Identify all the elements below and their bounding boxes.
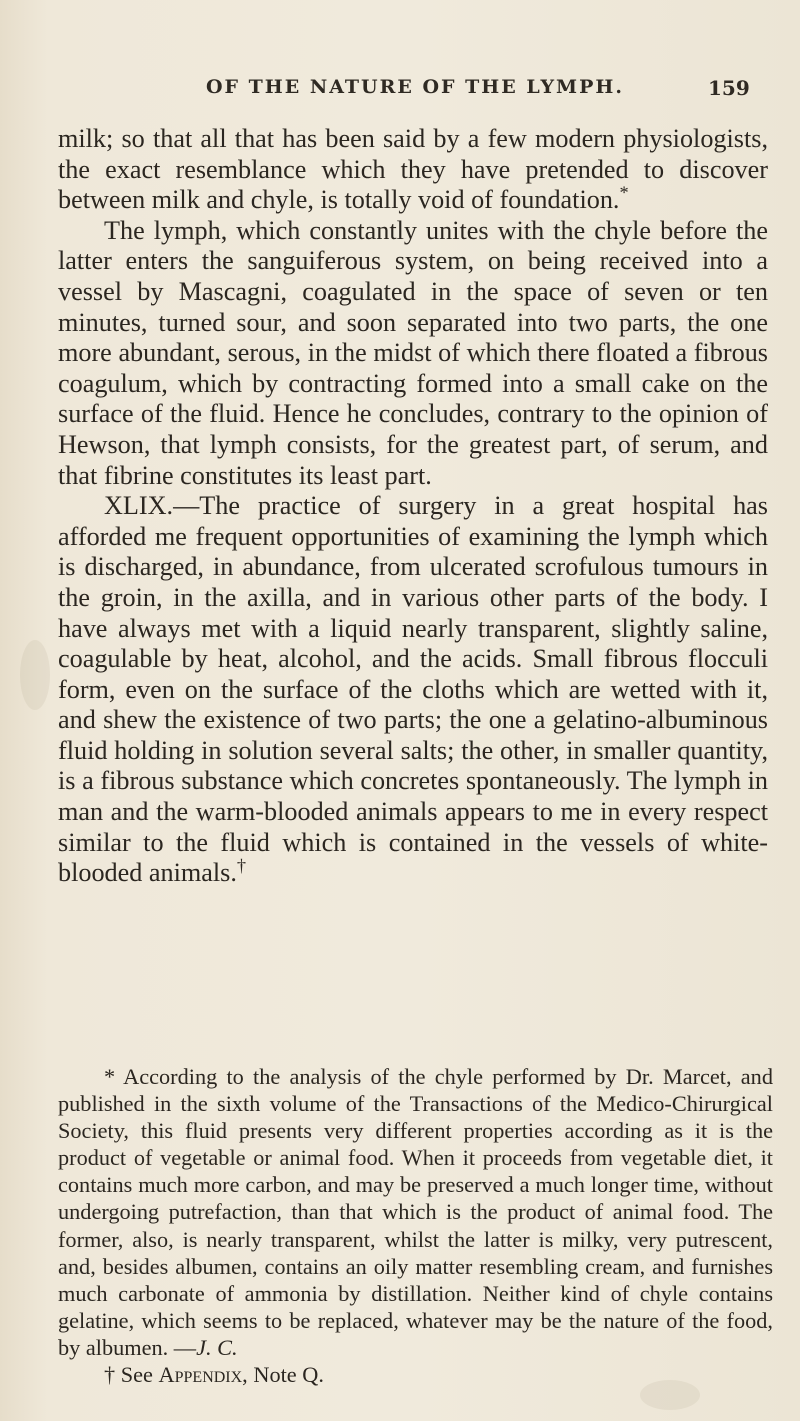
paragraph: [58, 124, 768, 216]
running-head: [0, 76, 800, 106]
footnote-text: According to the analysis of the chyle performed by Dr. Marcet, and published in the sixth volume of the Transactions of the Medico-Chirurgical Society, this fluid presents very different properties according as it is the product of vegetable or animal food. When it proceeds from vegetable diet, it contains much more carbon, and may be preserved a much longer time, without undergoing putrefaction, than that which is the product of animal food. The former, also, is nearly transparent, whilst the latter is milky, very putrescent, and, besides albumen, contains an oily matter resembling cream, and furnishes much carbonate of ammonia by distillation. Neither kind of chyle contains gelatine, which seems to be replaced, whatever may be the nature of the food, by albumen. —: [58, 1064, 773, 1360]
running-title: OF THE NATURE OF THE LYMPH.: [206, 76, 624, 98]
paragraph: [58, 491, 768, 889]
footnote: [58, 1361, 773, 1388]
footnote-mark: †: [104, 1362, 116, 1388]
footnote-see: See: [120, 1362, 153, 1388]
footnote-reference: *: [619, 182, 629, 203]
paragraph-text: XLIX.—The practice of surgery in a great hospital has afforded me frequent opportunities of examining the lymph which is discharged, in abundance, from ulcerated scrofulous tumours in the groin, in the axilla, and in various other parts of the body. I have always met with a liquid nearly transparent, slightly saline, coagulable by heat, alcohol, and the acids. Small fibrous flocculi form, even on the surface of the cloths which are wetted with it, and shew the existence of two parts; the one a gelatino-albuminous fluid holding in solution several salts; the other, in smaller quantity, is a fibrous substance which concretes spontaneously. The lymph in man and the warm-blooded animals appears to me in every respect similar to the fluid which is contained in the vessels of white-blooded animals.: [58, 491, 768, 888]
paragraph-text: The lymph, which constantly unites with the chyle before the latter enters the sanguiferous system, on being received into a vessel by Mascagni, coagulated in the space of seven or ten minutes, turned sour, and soon separated into two parts, the one more abundant, serous, in the midst of which there floated a fibrous coagulum, which by contracting formed into a small cake on the surface of the fluid. Hence he concludes, contrary to the opinion of Hewson, that lymph consists, for the greatest part, of serum, and that fibrine constitutes its least part.: [58, 215, 768, 490]
footnote: [58, 1063, 773, 1361]
footnote-note: Note Q.: [253, 1362, 324, 1388]
paragraph-text: milk; so that all that has been said by a few modern physiologists, the exact resemblance which they have pretended to discover between milk and chyle, is totally void of foundation.: [58, 124, 768, 215]
paper-stain: [20, 640, 50, 710]
paragraph: [58, 216, 768, 491]
footnotes: [58, 1063, 773, 1388]
footnote-appendix: Appendix,: [158, 1362, 248, 1388]
footnote-reference: †: [236, 855, 247, 876]
footnote-mark: *: [104, 1064, 116, 1089]
body-text: [58, 124, 768, 889]
page-number: 159: [708, 76, 750, 100]
footnote-signature: J. C.: [196, 1334, 238, 1360]
